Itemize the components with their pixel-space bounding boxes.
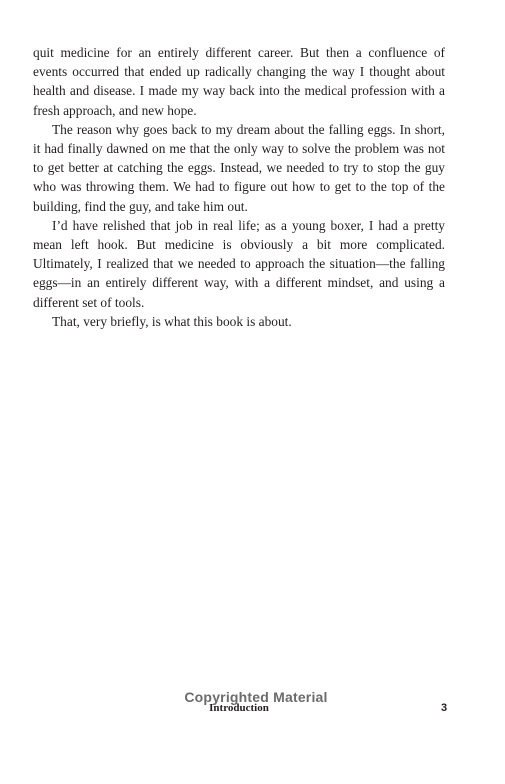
copyright-watermark: Copyrighted Material (184, 689, 328, 705)
paragraph: That, very briefly, is what this book is about. (52, 313, 292, 329)
paragraph: The reason why goes back to my dream about the falling eggs. In short, it had finally dawned on me that the only way to solve the problem was not to get better at catching the eggs. Instead, we needed to try to stop the guy who was throwing them. We had to figure out how to get to the top of the building, find the guy, and take him out. (33, 121, 445, 214)
page-body-text (33, 43, 445, 331)
running-footer-title: Introduction (209, 702, 269, 714)
page-number: 3 (441, 702, 448, 714)
paragraph-continued: quit medicine for an entirely different career. But then a confluence of events occurred that ended up radically changing the way I thought about health and disease. I made my way back into the medical profession with a fresh approach, and new hope. (33, 45, 445, 118)
paragraph: I’d have relished that job in real life; as a young boxer, I had a pretty mean left hook. But medicine is obviously a bit more complicated. Ultimately, I realized that we needed to approach the situation—the falling eggs—in an entirely different way, with a different mindset, and using a different set of tools. (33, 217, 445, 310)
